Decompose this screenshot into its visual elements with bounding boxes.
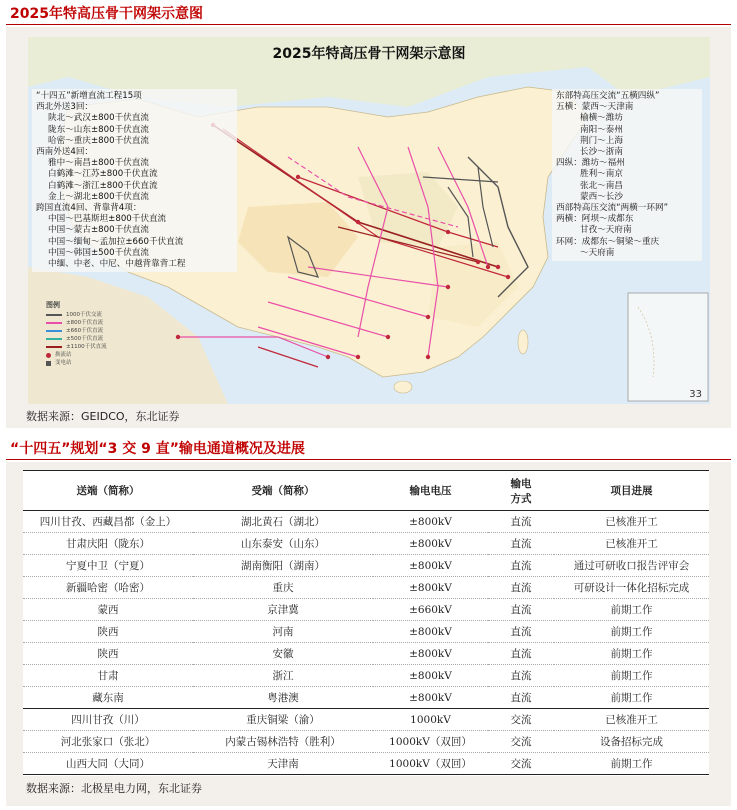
note-line: 四纵：潍坊～福州 [556, 158, 625, 169]
table-cell: 设备招标完成 [554, 731, 709, 753]
legend-item: ±500千伏直流 [66, 336, 104, 342]
table-cell: 河南 [193, 621, 373, 643]
table-row [23, 709, 709, 731]
table-cell: 1000kV（双回） [373, 731, 488, 753]
note-line: 中国～缅甸～孟加拉±660千伏直流 [48, 236, 184, 247]
header-mode: 输电 方式 [488, 471, 554, 511]
note-line: 中国～蒙古±800千伏直流 [48, 225, 149, 236]
legend-item: ±1100千伏直流 [66, 344, 107, 350]
table-cell: 交流 [488, 753, 554, 775]
note-line: 南阳～泰州 [580, 124, 623, 135]
table-cell: 山东泰安（山东） [193, 533, 373, 555]
table-cell: 蒙西 [23, 599, 193, 621]
note-line: 中国～韩国±500千伏直流 [48, 247, 149, 258]
table-cell: 直流 [488, 577, 554, 599]
table-cell: ±800kV [373, 665, 488, 687]
table-cell: ±800kV [373, 555, 488, 577]
table-cell: 已核准开工 [554, 511, 709, 533]
note-line: 陇东～山东±800千伏直流 [48, 124, 149, 135]
note-line: 榆横～潍坊 [580, 113, 623, 124]
table-cell: 直流 [488, 511, 554, 533]
table-row [23, 511, 709, 533]
table-cell: 陕西 [23, 621, 193, 643]
table-cell: 直流 [488, 555, 554, 577]
page-number: 33 [689, 389, 702, 400]
legend-item: ±800千伏直流 [66, 320, 104, 326]
table-cell: 湖南衡阳（湖南） [193, 555, 373, 577]
header-voltage: 输电电压 [373, 471, 488, 511]
table-cell: ±800kV [373, 577, 488, 599]
legend-title: 图例 [46, 301, 60, 309]
map-source: 数据来源：GEIDCO，东北证券 [26, 410, 180, 423]
title-part: “十四五” [10, 441, 71, 457]
header-sender: 送端（简称） [23, 471, 193, 511]
table-cell: 前期工作 [554, 753, 709, 775]
note-line: 哈密～重庆±800千伏直流 [48, 135, 149, 146]
note-line: 雅中～南昌±800千伏直流 [48, 158, 149, 169]
table-row [23, 577, 709, 599]
legend-item: 变电站 [55, 360, 72, 366]
table-cell: 浙江 [193, 665, 373, 687]
table-cell: 前期工作 [554, 665, 709, 687]
note-line: 西南外送4回： [36, 147, 94, 158]
table-cell: 粤港澳 [193, 687, 373, 709]
table-row [23, 533, 709, 555]
title-part: 规划 [70, 441, 99, 457]
note-line: 五横：蒙西～天津南 [556, 102, 634, 113]
table-cell: 直流 [488, 621, 554, 643]
table-cell: 河北张家口（张北） [23, 731, 193, 753]
map-frame [6, 27, 731, 428]
note-line: 长沙～浙南 [580, 147, 623, 158]
map-figure [28, 37, 710, 404]
note-line: 甘孜～天府南 [580, 225, 632, 236]
table-row [23, 621, 709, 643]
note-line: 东部特高压交流“五横四纵” [556, 91, 660, 101]
table-row [23, 731, 709, 753]
header-receiver: 受端（简称） [193, 471, 373, 511]
note-line: 西北外送3回： [36, 102, 94, 113]
note-line: 白鹤滩～浙江±800千伏直流 [48, 180, 158, 191]
table-cell: 宁夏中卫（宁夏） [23, 555, 193, 577]
note-line: 白鹤滩～江苏±800千伏直流 [48, 169, 158, 180]
table-frame [6, 462, 731, 806]
table-cell: 重庆铜梁（渝） [193, 709, 373, 731]
table-cell: 可研设计一体化招标完成 [554, 577, 709, 599]
header-progress: 项目进展 [554, 471, 709, 511]
note-line: 中国～巴基斯坦±800千伏直流 [48, 214, 167, 225]
map-legend [46, 301, 107, 367]
table-cell: 直流 [488, 665, 554, 687]
table-cell: ±660kV [373, 599, 488, 621]
map-note-right [552, 89, 702, 261]
table-cell: ±800kV [373, 511, 488, 533]
table-cell: 交流 [488, 709, 554, 731]
table-cell: 前期工作 [554, 643, 709, 665]
note-line: 环网：成都东～铜梁～重庆 [556, 236, 660, 247]
table-row [23, 643, 709, 665]
table-cell: 直流 [488, 599, 554, 621]
table-cell: 已核准开工 [554, 533, 709, 555]
note-line: ～天府南 [580, 247, 615, 258]
title-part: 输电通道概况及进展 [178, 441, 305, 457]
table-cell: 直流 [488, 643, 554, 665]
table-cell: 陕西 [23, 643, 193, 665]
note-line: 中缅、中老、中尼、中越背靠背工程 [48, 259, 186, 270]
table-cell: 京津冀 [193, 599, 373, 621]
section-title-map: 2025年特高压骨干网架示意图 [6, 3, 731, 25]
note-line: 胜利～南京 [580, 169, 623, 180]
table-row [23, 687, 709, 709]
table-cell: 甘肃庆阳（陇东） [23, 533, 193, 555]
legend-item: 换流站 [55, 352, 72, 358]
table-cell: 交流 [488, 731, 554, 753]
table-cell: 安徽 [193, 643, 373, 665]
table-cell: 山西大同（大同） [23, 753, 193, 775]
note-line: 金上～湖北±800千伏直流 [48, 191, 149, 202]
section-title-table [6, 438, 731, 460]
table-cell: 新疆哈密（哈密） [23, 577, 193, 599]
table-row [23, 555, 709, 577]
table-cell: 前期工作 [554, 599, 709, 621]
note-line: 西部特高压交流“两横一环网” [556, 203, 669, 214]
table-cell: 直流 [488, 687, 554, 709]
note-line: “十四五”新增直流工程15项 [36, 91, 142, 101]
south-sea-inset [628, 293, 708, 401]
note-line: 陕北～武汉±800千伏直流 [48, 113, 149, 124]
map-note-left [32, 89, 237, 272]
table-cell: 直流 [488, 533, 554, 555]
table-cell: 前期工作 [554, 687, 709, 709]
map-title: 2025年特高压骨干网架示意图 [272, 46, 466, 62]
table-cell: 藏东南 [23, 687, 193, 709]
table-cell: 前期工作 [554, 621, 709, 643]
title-part: “3 交 9 直” [98, 441, 179, 457]
table-cell: 重庆 [193, 577, 373, 599]
table-cell: ±800kV [373, 643, 488, 665]
table-row [23, 753, 709, 775]
table-cell: 四川甘孜（川） [23, 709, 193, 731]
table-cell: 天津南 [193, 753, 373, 775]
table-cell: 已核准开工 [554, 709, 709, 731]
table-cell: 通过可研收口报告评审会 [554, 555, 709, 577]
table-card [23, 470, 709, 776]
table-row [23, 665, 709, 687]
note-line: 荆门～上海 [580, 135, 623, 146]
hainan [394, 381, 412, 393]
table-header-row [23, 471, 709, 511]
transmission-table [23, 470, 709, 775]
table-cell: 四川甘孜、西藏昌都（金上） [23, 511, 193, 533]
taiwan [518, 330, 528, 354]
table-cell: 湖北黄石（湖北） [193, 511, 373, 533]
table-source: 数据来源：北极星电力网，东北证券 [26, 782, 202, 795]
note-line: 张北～南昌 [580, 180, 623, 191]
table-row [23, 599, 709, 621]
table-cell: ±800kV [373, 621, 488, 643]
note-line: 两横：阿坝～成都东 [556, 214, 634, 225]
note-line: 蒙西～长沙 [580, 191, 623, 202]
legend-item: ±660千伏直流 [66, 328, 104, 334]
table-cell: 内蒙古锡林浩特（胜利） [193, 731, 373, 753]
note-line: 跨国直流4回、背靠背4项： [36, 203, 142, 214]
table-cell: 甘肃 [23, 665, 193, 687]
table-cell: ±800kV [373, 687, 488, 709]
table-cell: 1000kV [373, 709, 488, 731]
legend-item: 1000千伏交流 [66, 312, 102, 318]
table-cell: ±800kV [373, 533, 488, 555]
table-cell: 1000kV（双回） [373, 753, 488, 775]
